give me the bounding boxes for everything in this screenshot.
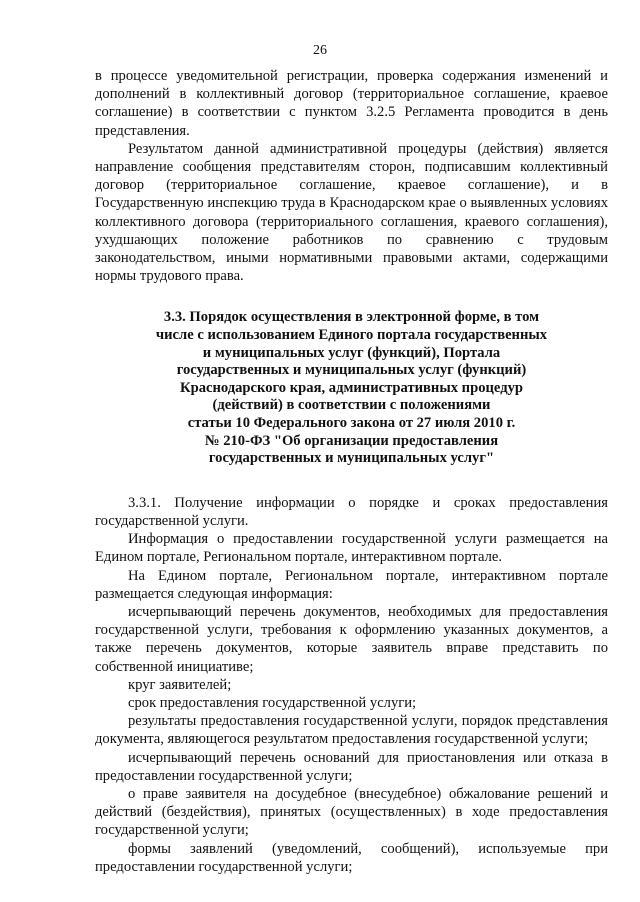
paragraph: На Едином портале, Региональном портале, интерактивном портале размещается следующая информация: [95, 567, 608, 602]
list-item: результаты предоставления государственной услуги, порядок представления документа, являющегося результатом предоставления государственной услуги; [95, 713, 608, 748]
list-item: исчерпывающий перечень документов, необходимых для предоставления государственной услуги, требования к оформлению указанных документов, а также перечень документов, которые заявитель вправе представить по собственной инициативе; [95, 604, 608, 675]
heading-line: числе с использованием Единого портала государственных [155, 327, 548, 344]
heading-line: 3.3. Порядок осуществления в электронной форме, в том [163, 309, 540, 326]
paragraph: Результатом данной административной процедуры (действия) является направление сообщения представителям сторон, подписавшим коллективный договор (территориальное соглашение, краевое соглашение), и в Государственную инспекцию труда в Краснодарском крае о выявленных условиях коллективного договора (территориального соглашения, краевого соглашения), ухудшающих положение работников по сравнению с трудовым законодательством, иными нормативными правовыми актами, содержащими нормы трудового права. [95, 140, 608, 285]
paragraph: Информация о предоставлении государственной услуги размещается на Едином портале, Региональном портале, интерактивном портале. [95, 531, 608, 566]
document-body [95, 67, 608, 876]
heading-line: № 210-ФЗ "Об организации предоставления [204, 432, 499, 449]
heading-line: государственных и муниципальных услуг (функций) [176, 362, 527, 379]
paragraph: 3.3.1. Получение информации о порядке и сроках предоставления государственной услуги. [95, 494, 608, 529]
heading-line: Краснодарского края, административных процедур [180, 379, 523, 396]
page-number: 26 [313, 43, 327, 58]
paragraph: в процессе уведомительной регистрации, проверка содержания изменений и дополнений в коллективный договор (территориальное соглашение, краевое соглашение) в соответствии с пунктом 3.2.5 Регламента проводится в день представления. [95, 68, 608, 139]
heading-line: статьи 10 Федерального закона от 27 июля 2010 г. [187, 415, 516, 431]
list-item: круг заявителей; [128, 676, 232, 693]
heading-line: государственных и муниципальных услуг" [208, 450, 495, 467]
list-item: исчерпывающий перечень оснований для приостановления или отказа в предоставлении государственной услуги; [95, 749, 608, 784]
list-item: формы заявлений (уведомлений, сообщений), используемые при предоставлении государственной услуги; [95, 840, 608, 875]
list-item: о праве заявителя на досудебное (внесудебное) обжалование решений и действий (бездействия), принятых (осуществленных) в ходе предоставления государственной услуги; [95, 786, 608, 839]
list-item: срок предоставления государственной услуги; [128, 695, 417, 712]
heading-line: и муниципальных услуг (функций), Портала [202, 344, 501, 361]
section-heading [95, 309, 608, 467]
heading-line: (действий) в соответствии с положениями [212, 397, 491, 414]
